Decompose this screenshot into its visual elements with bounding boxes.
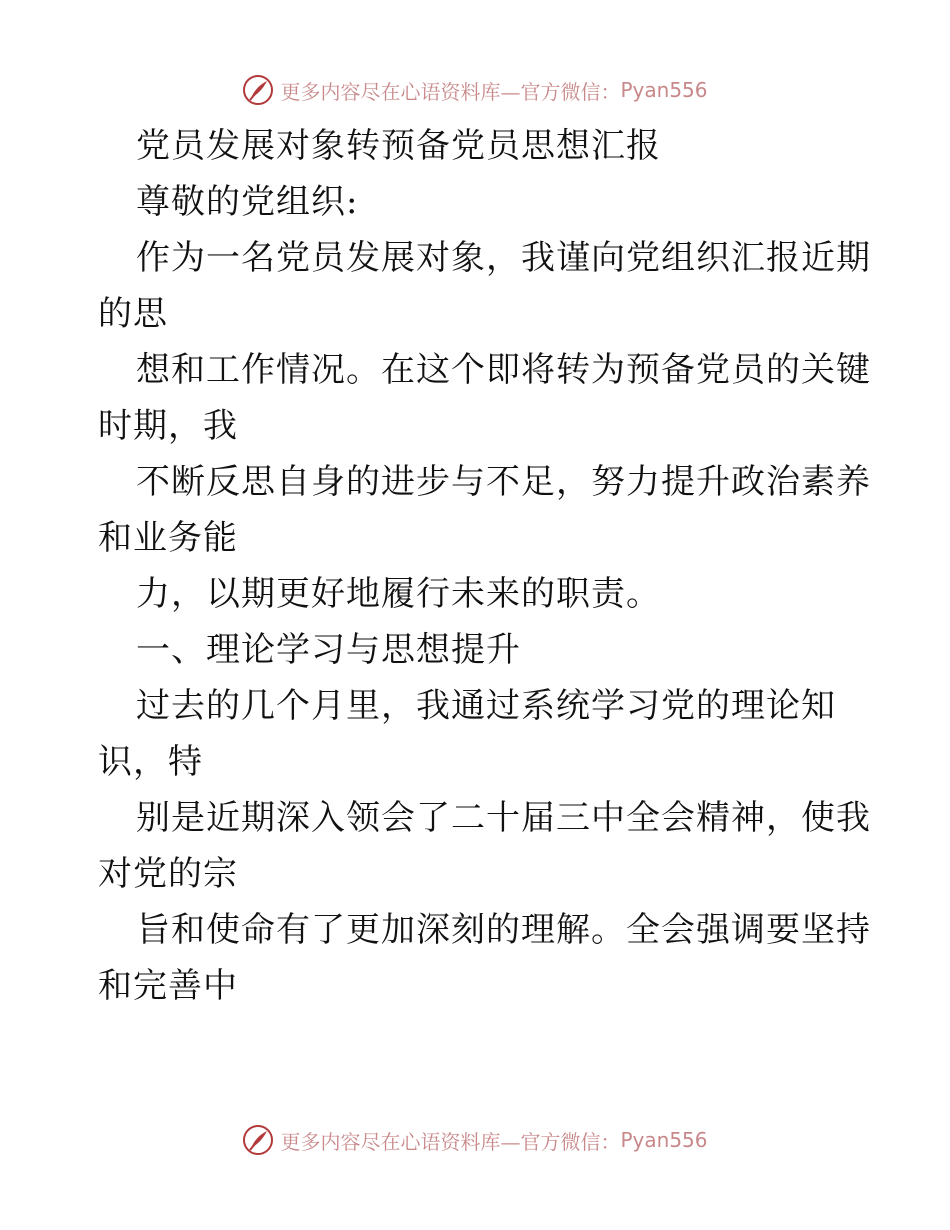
paragraph-line: 和业务能	[98, 518, 238, 558]
paragraph-line: 不断反思自身的进步与不足，努力提升政治素养	[136, 462, 871, 502]
paragraph-line: 力，以期更好地履行未来的职责。	[136, 574, 661, 614]
header-watermark	[0, 70, 950, 110]
paragraph-line: 想和工作情况。在这个即将转为预备党员的关键	[136, 350, 871, 390]
quill-logo-icon	[242, 74, 274, 106]
paragraph-line: 识，特	[98, 742, 203, 782]
paragraph-line: 别是近期深入领会了二十届三中全会精神，使我	[136, 798, 871, 838]
document-title: 党员发展对象转预备党员思想汇报	[136, 126, 661, 166]
paragraph-line: 和完善中	[98, 966, 238, 1006]
watermark-text: 更多内容尽在心语资料库—官方微信：	[280, 79, 621, 104]
watermark-text: 更多内容尽在心语资料库—官方微信：	[280, 1129, 621, 1154]
paragraph-line: 过去的几个月里，我通过系统学习党的理论知	[136, 686, 836, 726]
watermark-wechat-id: Pyan556	[620, 78, 708, 102]
paragraph-line: 作为一名党员发展对象，我谨向党组织汇报近期	[136, 238, 871, 278]
footer-watermark	[0, 1120, 950, 1160]
watermark-wechat-id: Pyan556	[620, 1128, 708, 1152]
paragraph-line: 时期，我	[98, 406, 238, 446]
document-body	[98, 118, 871, 1014]
paragraph-line: 旨和使命有了更加深刻的理解。全会强调要坚持	[136, 910, 871, 950]
salutation: 尊敬的党组织:	[136, 182, 359, 222]
paragraph-line: 的思	[98, 294, 168, 334]
quill-logo-icon	[242, 1124, 274, 1156]
paragraph-line: 对党的宗	[98, 854, 238, 894]
section-heading: 一、理论学习与思想提升	[136, 630, 521, 670]
